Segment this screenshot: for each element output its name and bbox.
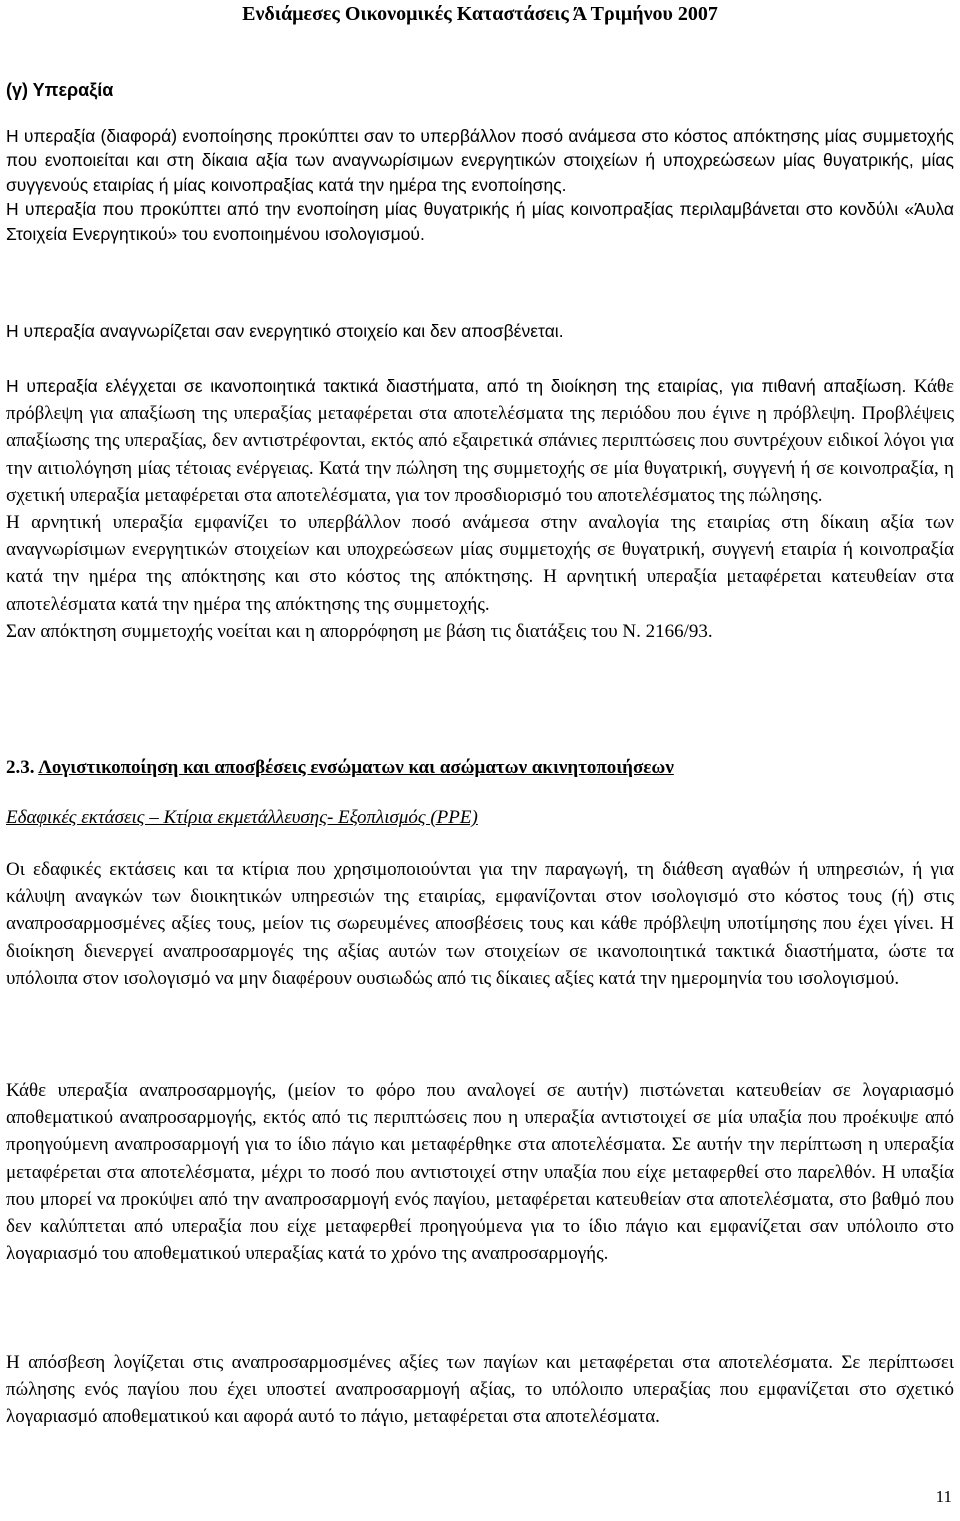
section-paragraph-1: Οι εδαφικές εκτάσεις και τα κτίρια που χρησιμοποιούνται για την παραγωγή, τη διάθεση αγαθών ή υπηρεσιών, ή για κάλυψη αναγκών των διοικητικών υπηρεσιών της εταιρίας, εμφανίζονται στον ισολογισμό στο κόστος τους (ή) στις αναπροσαρμοσμένες αξίες τους, μείον τις σωρευμένες αποσβέσεις τους και κάθε πρόβλεψη υποτίμησης που έχει γίνει. Η διοίκηση διενεργεί αναπροσαρμογές της αξίας αυτών των στοιχείων σε ικανοποιητικά τακτικά διαστήματα, ώστε τα υπόλοιπα στον ισολογισμό να μην διαφέρουν ουσιωδώς από τις δίκαιες αξίες κατά την ημερομηνία του ισολογισμού. <box>6 859 954 989</box>
section-title-text: Λογιστικοποίηση και αποσβέσεις ενσώματων και ασώματων ακινητοποιήσεων <box>38 757 674 778</box>
goodwill-paragraph-4-sans: Η υπεραξία ελέγχεται σε ικανοποιητικά τακτικά διαστήματα, από τη διοίκηση της εταιρίας, για πιθανή απαξίωση. <box>6 376 907 396</box>
goodwill-heading: (γ) Υπεραξία <box>6 80 114 100</box>
goodwill-paragraph-3: Η υπεραξία αναγνωρίζεται σαν ενεργητικό στοιχείο και δεν αποσβένεται. <box>6 321 564 341</box>
section-subtitle: Εδαφικές εκτάσεις – Κτίρια εκμετάλλευσης- Εξοπλισμός (PPE) <box>6 807 478 828</box>
goodwill-paragraph-1-text: Η υπεραξία (διαφορά) ενοποίησης προκύπτει σαν το υπερβάλλον ποσό ανάμεσα στο κόστος απόκτησης μίας συμμετοχής που ενοποιείται και στη δίκαια αξία των αναγνωρίσιμων ενεργητικών στοιχείων ή υποχρεώσεων μίας θυγατρικής, μίας συγγενούς εταιρίας ή μίας κοινοπραξίας κατά την ημέρα της ενοποίησης. <box>6 126 954 195</box>
page-number: 11 <box>935 1487 952 1506</box>
goodwill-paragraph-1 <box>6 124 954 246</box>
page-header: Ενδιάμεσες Οικονομικές Καταστάσεις Ά Τριμήνου 2007 <box>242 3 718 25</box>
goodwill-paragraph-6: Σαν απόκτηση συμμετοχής νοείται και η απορρόφηση με βάση τις διατάξεις του Ν. 2166/93. <box>6 620 713 642</box>
goodwill-paragraph-2-text: Η υπεραξία που προκύπτει από την ενοποίηση μίας θυγατρικής ή μίας κοινοπραξίας περιλαμβάνεται στο κονδύλι «Άυλα Στοιχεία Ενεργητικού» του ενοποιημένου ισολογισμού. <box>6 199 954 244</box>
goodwill-paragraph-5: Η αρνητική υπεραξία εμφανίζει το υπερβάλλον ποσό ανάμεσα στην αναλογία της εταιρίας στη δίκαιη αξία των αναγνωρίσιμων ενεργητικών στοιχείων και υποχρεώσεων μίας συμμετοχής σε θυγατρική, συγγενή εταιρία ή κοινοπραξία κατά την ημέρα της απόκτησης και στο κόστος της απόκτησης. Η αρνητική υπεραξία μεταφέρεται κατευθείαν στα αποτελέσματα κατά την ημέρα της απόκτησης της συμμετοχής. <box>6 512 954 615</box>
section-paragraph-3: Η απόσβεση λογίζεται στις αναπροσαρμοσμένες αξίες των παγίων και μεταφέρεται στα αποτελέσματα. Σε περίπτωσει πώλησης ενός παγίου που έχει υποστεί αναπροσαρμογή αξίας, το υπόλοιπο υπεραξίας που εμφανίζεται στο σχετικό λογαριασμό αποθεματικού και αφορά αυτό το πάγιο, μεταφέρεται στα αποτελέσματα. <box>6 1352 954 1428</box>
goodwill-paragraph-4-serif: Κάθε πρόβλεψη για απαξίωση της υπεραξίας μεταφέρεται στα αποτελέσματα της περιόδου που έγινε η πρόβλεψη. Προβλέψεις απαξίωσης της υπεραξίας, δεν αντιστρέφονται, εκτός από εξαιρετικά σπάνιες περιπτώσεις που συντρέχουν ειδικοί λόγοι για την αιτιολόγηση μίας τέτοιας ενέργειας. Κατά την πώληση της συμμετοχής σε μία θυγατρική, συγγενή ή σε κοινοπραξία, η σχετική υπεραξία μεταφέρεται στα αποτελέσματα, για τον προσδιορισμό του αποτελέσματος της πώλησης. <box>6 376 954 506</box>
section-number: 2.3. <box>6 757 35 778</box>
section-title <box>6 756 954 780</box>
section-paragraph-2: Κάθε υπεραξία αναπροσαρμογής, (μείον το φόρο που αναλογεί σε αυτήν) πιστώνεται κατευθείαν σε λογαριασμό αποθεματικού αναπροσαρμογής, εκτός από τις περιπτώσεις που η υπεραξία αντιστοιχεί σε μία υπαξία που προέκυψε από προηγούμενη αναπροσαρμογή για το ίδιο πάγιο και μεταφέρθηκε στα αποτελέσματα. Σε αυτήν την περίπτωση η υπεραξία μεταφέρεται στα αποτελέσματα, μέχρι το ποσό που αντιστοιχεί στην υπαξία που είχε μεταφερθεί στο παρελθόν. Η υπαξία που μπορεί να προκύψει από την αναπροσαρμογή ενός παγίου, μεταφέρεται κατευθείαν στα αποτελέσματα, στο βαθμό που δεν καλύπτεται από υπεραξία που είχε μεταφερθεί προηγούμενα για το ίδιο πάγιο και εμφανίζεται σαν υπόλοιπο στο λογαριασμό του αποθεματικού υπεραξίας κατά το χρόνο της αναπροσαρμογής. <box>6 1080 954 1265</box>
goodwill-paragraph-4 <box>6 373 954 645</box>
